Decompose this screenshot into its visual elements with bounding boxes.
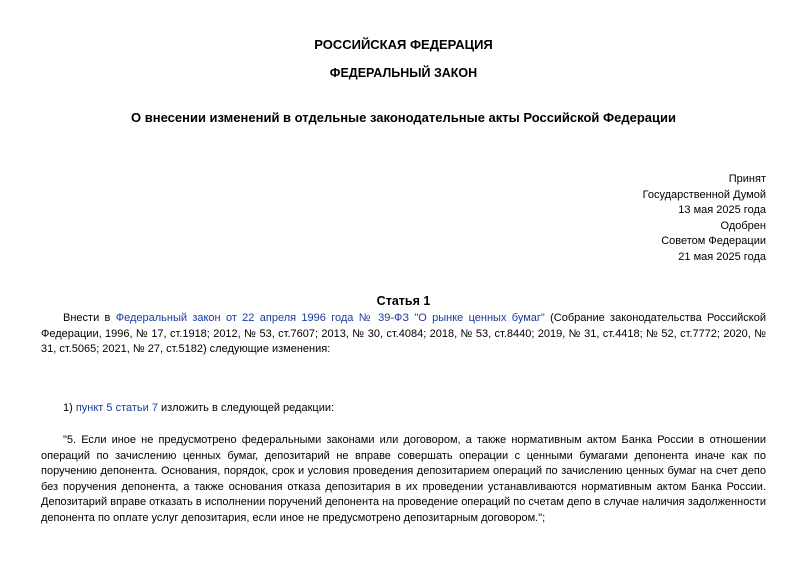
quoted-text-paragraph (41, 433, 766, 526)
adoption-line: 13 мая 2025 года (678, 204, 766, 216)
article-heading: Статья 1 (376, 294, 431, 308)
adoption-line: Принят (728, 173, 766, 185)
item-1-suffix: изложить в следующей редакции: (157, 402, 335, 414)
adoption-block (643, 172, 766, 265)
intro-paragraph (41, 311, 766, 358)
intro-suffix: (Собрание законодательства Российской Федерации, 1996, № 17, ст.1918; 2012, № 53, ст.7607; 2013, № 30, ст.4084; 2018, № 53, ст.8440; 2019, № 31, ст.4418; № 52, ст.7772; 2020, № 31, ст.5065; 2021, № 27, ст.5182) следующие изменения: (41, 312, 766, 355)
intro-prefix: Внести в (63, 312, 116, 324)
item-1-number: 1) (63, 402, 76, 414)
quoted-text: "5. Если иное не предусмотрено федеральными законами или договором, а также нормативным актом Банка России в отношении операций по зачислению ценных бумаг, депозитарий не вправе совершать операции с ценными бумагами депонента иначе как по поручению депонента. Основания, порядок, срок и условия проведения депозитарием операций по зачислению ценных бумаг на счет депо без поручения депонента, а также основания отказа депозитария в их проведении устанавливаются нормативным актом Банка России. Депозитарий вправе отказать в исполнении поручений депонента на проведение операций по счетам депо в случае наличия задолженности депонента по оплате услуг депозитария, если иное не предусмотрено депозитарным договором."; (41, 434, 766, 524)
federal-law-link[interactable]: Федеральный закон от 22 апреля 1996 года № 39-ФЗ "О рынке ценных бумаг" (115, 312, 545, 324)
approval-line: Советом Федерации (661, 235, 766, 247)
adoption-line: Государственной Думой (642, 188, 766, 201)
item-1-paragraph (41, 401, 766, 417)
doc-type-heading: ФЕДЕРАЛЬНЫЙ ЗАКОН (329, 66, 478, 80)
country-heading: РОССИЙСКАЯ ФЕДЕРАЦИЯ (314, 37, 493, 52)
clause-link[interactable]: пункт 5 статьи 7 (75, 402, 158, 414)
law-title: О внесении изменений в отдельные законодательные акты Российской Федерации (131, 110, 676, 125)
approval-line: Одобрен (720, 219, 766, 232)
approval-line: 21 мая 2025 года (678, 250, 766, 263)
